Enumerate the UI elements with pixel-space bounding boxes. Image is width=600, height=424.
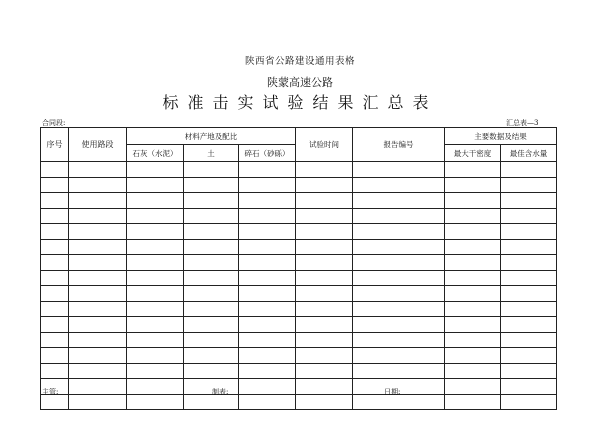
header-material-group: 材料产地及配比 [127, 128, 296, 145]
summary-table [40, 127, 557, 410]
header-max-density: 最大干密度 [445, 145, 501, 162]
header-section: 使用路段 [69, 128, 127, 162]
header-opt-moisture: 最佳含水量 [501, 145, 557, 162]
table-row [41, 239, 557, 255]
project-name: 陕蒙高速公路 [267, 76, 333, 89]
contract-label: 合同段: [42, 119, 66, 127]
table-row [41, 394, 557, 410]
header-test-time: 试验时间 [296, 128, 353, 162]
table-row [41, 348, 557, 364]
table-row [41, 255, 557, 271]
table-row [41, 379, 557, 395]
table-row [41, 208, 557, 224]
page-title: 标准击实试验结果汇总表 [162, 93, 438, 112]
header-seq: 序号 [41, 128, 69, 162]
header-gravel: 碎石（砂砾） [239, 145, 296, 162]
footer-prepared-by: 制表: [212, 388, 229, 396]
form-series-title: 陕西省公路建设通用表格 [244, 56, 355, 67]
table-row [41, 224, 557, 240]
header-lime: 石灰（水泥） [127, 145, 184, 162]
header-soil: 土 [184, 145, 239, 162]
table-row [41, 177, 557, 193]
table-row [41, 317, 557, 333]
form-number: 汇总表—3 [506, 119, 539, 127]
header-report-no: 报告编号 [353, 128, 445, 162]
table-row [41, 363, 557, 379]
table-row [41, 332, 557, 348]
table-row [41, 270, 557, 286]
footer-date: 日期: [384, 388, 401, 396]
header-results-group: 主要数据及结果 [445, 128, 557, 145]
table-row [41, 286, 557, 302]
table-row [41, 162, 557, 178]
table-body [41, 162, 557, 410]
table-row [41, 301, 557, 317]
footer-supervisor: 主管: [42, 388, 59, 396]
table-row [41, 193, 557, 209]
